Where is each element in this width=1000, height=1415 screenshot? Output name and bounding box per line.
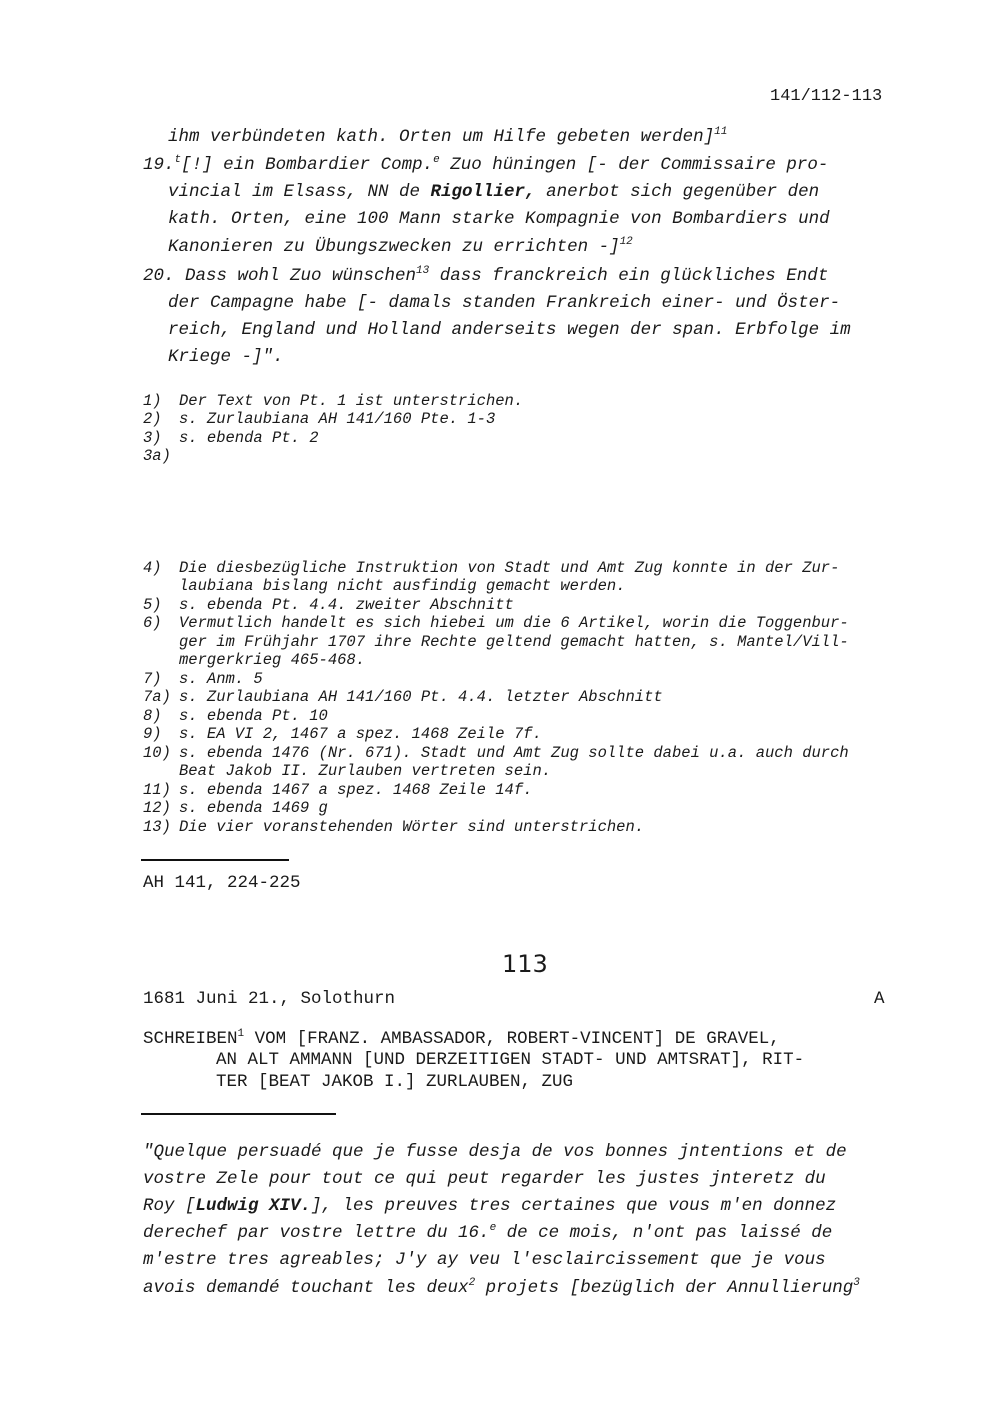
footnote-text: s. ebenda Pt. 2 — [179, 429, 319, 447]
footnote — [143, 596, 514, 614]
footnote-text: Beat Jakob II. Zurlauben vertreten sein. — [179, 762, 552, 780]
text-span: Kanonieren zu Übungszwecken zu errichten -] — [168, 237, 620, 257]
footnote-number: 6) — [143, 614, 162, 632]
footnote-number: 12) — [143, 799, 171, 817]
body-line — [143, 1278, 860, 1298]
footnote-number: 2) — [143, 410, 162, 428]
footnote — [143, 670, 263, 688]
footnote-text: Vermutlich handelt es sich hiebei um die 6 Artikel, worin die Toggenbur- — [179, 614, 849, 632]
superscript: e — [433, 154, 440, 166]
page-reference: 141/112-113 — [770, 87, 883, 106]
footnote-number: 11) — [143, 781, 171, 799]
footnote-text: s. Anm. 5 — [179, 670, 263, 688]
item-number: 19. — [143, 155, 175, 175]
footnote-text: s. ebenda 1467 a spez. 1468 Zeile 14f. — [179, 781, 533, 799]
text-line — [168, 182, 819, 202]
divider — [141, 1113, 336, 1115]
document-marker: A — [874, 989, 885, 1009]
document-number: 113 — [502, 950, 548, 978]
footnote-number: 10) — [143, 744, 171, 762]
text-line — [168, 127, 727, 147]
footnote — [143, 725, 542, 743]
superscript: e — [489, 1222, 497, 1234]
text-span: ihm verbündeten kath. Orten um Hilfe gebeten werden] — [168, 127, 715, 147]
footnote — [143, 762, 551, 780]
footnote — [143, 688, 663, 706]
footnote-text: Die diesbezügliche Instruktion von Stadt und Amt Zug konnte in der Zur- — [179, 559, 840, 577]
text-line: Kriege -]". — [168, 347, 284, 367]
text-span: ], les preuves tres certaines que vous m'en donnez — [311, 1196, 837, 1216]
footnote — [143, 781, 532, 799]
footnote — [143, 707, 328, 725]
text-span: avois demandé touchant les deux — [143, 1278, 469, 1298]
footnote-number: 3a) — [143, 447, 171, 465]
body-line: vostre Zele pour tout ce qui peut regarder les justes jnteretz du — [143, 1169, 826, 1189]
footnote-ref: 12 — [619, 236, 633, 248]
footnote-text: s. ebenda Pt. 4.4. zweiter Abschnitt — [179, 596, 514, 614]
title-line: TER [BEAT JAKOB I.] ZURLAUBEN, ZUG — [216, 1072, 574, 1092]
text-line — [143, 155, 828, 175]
bold-name: Rigollier, — [430, 182, 536, 202]
title-line — [143, 1029, 780, 1049]
footnote-number: 13) — [143, 818, 171, 836]
footnote-number: 5) — [143, 596, 162, 614]
footnote-text: s. ebenda Pt. 10 — [179, 707, 328, 725]
footnote — [143, 577, 625, 595]
footnote — [143, 392, 523, 410]
text-span: Roy [ — [143, 1196, 196, 1216]
footnote-text: s. ebenda 1469 g — [179, 799, 328, 817]
text-span: 20. Dass wohl Zuo wünschen — [143, 266, 417, 286]
body-line: m'estre tres agreables; J'y ay veu l'esclaircissement que je vous — [143, 1250, 826, 1270]
footnote-text: s. Zurlaubiana AH 141/160 Pt. 4.4. letzter Abschnitt — [179, 688, 663, 706]
footnote — [143, 744, 849, 762]
body-line — [143, 1196, 836, 1216]
text-span: derechef par vostre lettre du 16. — [143, 1223, 490, 1243]
divider — [141, 859, 289, 861]
footnote — [143, 447, 179, 465]
text-span: [!] ein Bombardier Comp. — [181, 155, 434, 175]
footnote-ref: 2 — [468, 1277, 476, 1289]
footnote-number: 9) — [143, 725, 162, 743]
title-line: AN ALT AMMANN [UND DERZEITIGEN STADT- UND AMTSRAT], RIT- — [216, 1050, 805, 1070]
footnote-ref: 13 — [416, 265, 430, 277]
footnote-text: s. Zurlaubiana AH 141/160 Pte. 1-3 — [179, 410, 496, 428]
text-span: projets [bezüglich der Annullierung — [475, 1278, 854, 1298]
bold-name: Ludwig XIV. — [195, 1196, 312, 1216]
footnote-number: 1) — [143, 392, 162, 410]
text-span: vincial im Elsass, NN de — [168, 182, 431, 202]
date-place: 1681 Juni 21., Solothurn — [143, 989, 396, 1009]
text-line — [143, 266, 828, 286]
footnote — [143, 651, 365, 669]
text-span: SCHREIBEN — [143, 1029, 238, 1049]
text-span: VOM [FRANZ. AMBASSADOR, ROBERT-VINCENT] DE GRAVEL, — [244, 1029, 780, 1049]
footnote-text: laubiana bislang nicht ausfindig gemacht werden. — [179, 577, 626, 595]
footnote — [143, 633, 849, 651]
footnote-text: mergerkrieg 465-468. — [179, 651, 366, 669]
text-span: dass franckreich ein glückliches Endt — [429, 266, 829, 286]
footnote — [143, 614, 849, 632]
footnote-text: ger im Frühjahr 1707 ihre Rechte geltend gemacht hatten, s. Mantel/Vill- — [179, 633, 849, 651]
footnote — [143, 818, 644, 836]
footnote-text: s. ebenda 1476 (Nr. 671). Stadt und Amt Zug sollte dabei u.a. auch durch — [179, 744, 849, 762]
text-span: Zuo hüningen [- der Commissaire pro- — [439, 155, 829, 175]
footnote-number: 3) — [143, 429, 162, 447]
footnote — [143, 799, 328, 817]
footnote-number: 7a) — [143, 688, 171, 706]
footnote-number: 8) — [143, 707, 162, 725]
text-line — [168, 237, 633, 257]
source-reference: AH 141, 224-225 — [143, 873, 301, 893]
text-span: de ce mois, n'ont pas laissé de — [496, 1223, 833, 1243]
footnote-text: s. EA VI 2, 1467 a spez. 1468 Zeile 7f. — [179, 725, 542, 743]
footnote — [143, 559, 839, 577]
body-line: "Quelque persuadé que je fusse desja de vos bonnes jntentions et de — [143, 1142, 847, 1162]
text-span: anerbot sich gegenüber den — [535, 182, 820, 202]
text-line: reich, England und Holland anderseits wegen der span. Erbfolge im — [168, 320, 851, 340]
footnote-text: Die vier voranstehenden Wörter sind unterstrichen. — [179, 818, 645, 836]
footnote-ref: 3 — [853, 1277, 860, 1289]
footnote — [143, 410, 495, 428]
text-line: der Campagne habe [- damals standen Frankreich einer- und Öster- — [168, 293, 841, 313]
footnote — [143, 429, 319, 447]
footnote-ref: 11 — [714, 126, 728, 138]
footnote-text: Der Text von Pt. 1 ist unterstrichen. — [179, 392, 524, 410]
footnote-number: 7) — [143, 670, 162, 688]
body-line — [143, 1223, 832, 1243]
superscript: t — [174, 154, 182, 166]
footnote-number: 4) — [143, 559, 162, 577]
text-line: kath. Orten, eine 100 Mann starke Kompagnie von Bombardiers und — [168, 209, 830, 229]
footnote-ref: 1 — [237, 1028, 245, 1040]
